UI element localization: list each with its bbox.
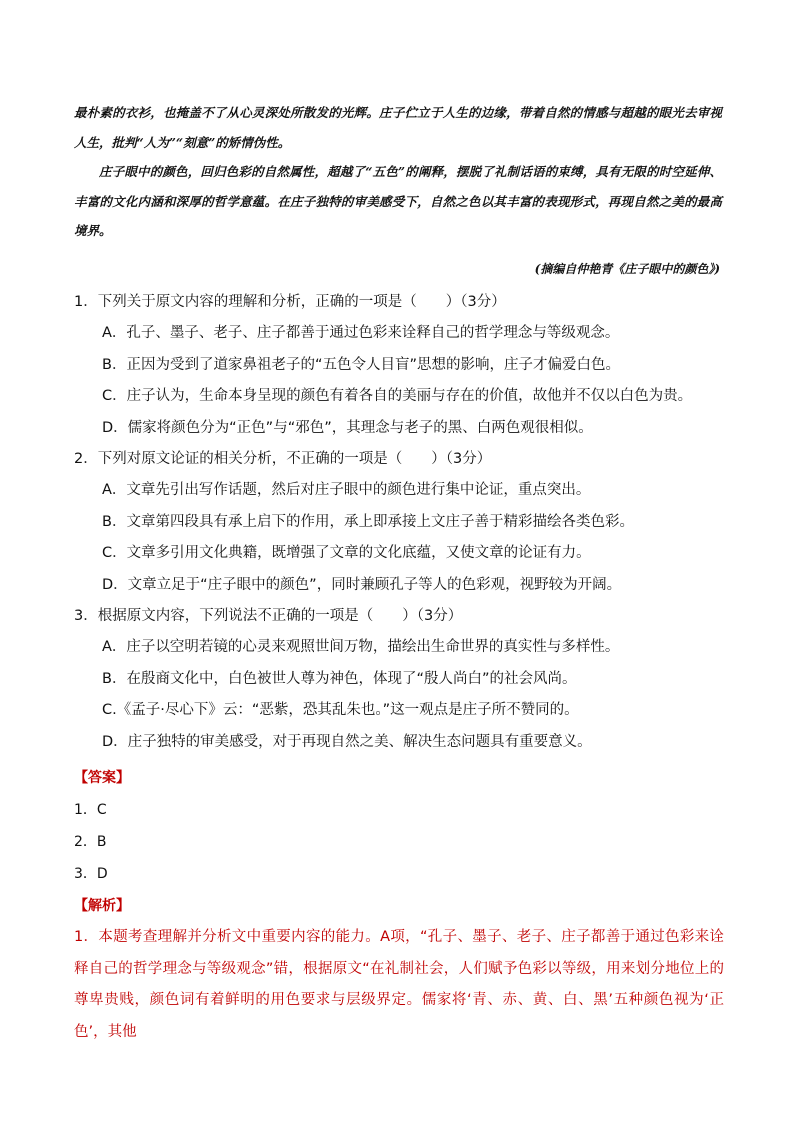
question-stem: 1．下列关于原文内容的理解和分析，正确的一项是（ ）（3分） <box>74 294 506 310</box>
question-list <box>74 287 734 758</box>
question-option: C．庄子认为，生命本身呈现的颜色有着各自的美丽与存在的价值，故他并不仅以白色为贵。 <box>102 388 693 405</box>
question-option: A．孔子、墨子、老子、庄子都善于通过色彩来诠释自己的哲学理念与等级观念。 <box>102 325 620 342</box>
article-source: (摘编自仲艳青《庄子眼中的颜色》) <box>534 262 720 276</box>
question-option: D．文章立足于“庄子眼中的颜色”，同时兼顾孔子等人的色彩观，视野较为开阔。 <box>102 576 622 593</box>
analysis-body <box>74 922 724 1048</box>
question-option: C．文章多引用文化典籍，既增强了文章的文化底蕴，又使文章的论证有力。 <box>102 545 591 562</box>
analysis-text: 1．本题考查理解并分析文中重要内容的能力。A项，“孔子、墨子、老子、庄子都善于通过色彩来诠释自己的哲学理念与等级观念”错，根据原文“在礼制社会，人们赋予色彩以等级，用来划分地位上的尊卑贵贱，颜色词有着鲜明的用色要求与层级界定。儒家将‘青、赤、黄、白、黑’五种颜色视为‘正色’，其他 <box>74 929 724 1040</box>
question-option: A．文章先引出写作话题，然后对庄子眼中的颜色进行集中论证，重点突出。 <box>102 482 591 499</box>
analysis-heading: 【解析】 <box>74 898 130 914</box>
answer-item: 2．B <box>74 834 107 850</box>
question-option: D．庄子独特的审美感受，对于再现自然之美、解决生态问题具有重要意义。 <box>102 733 592 750</box>
question-option: D．儒家将颜色分为“正色”与“邪色”，其理念与老子的黑、白两色观很相似。 <box>102 419 593 436</box>
question-stem: 2．下列对原文论证的相关分析，不正确的一项是（ ）（3分） <box>74 451 492 468</box>
answer-heading: 【答案】 <box>74 770 130 786</box>
question-3 <box>74 601 734 758</box>
question-2 <box>74 444 734 601</box>
question-option: A．庄子以空明若镜的心灵来观照世间万物，描绘出生命世界的真实性与多样性。 <box>102 639 620 656</box>
question-option: B．正因为受到了道家鼻祖老子的“五色令人目盲”思想的影响，庄子才偏爱白色。 <box>102 356 620 373</box>
answer-item: 1．C <box>74 802 107 818</box>
answer-list <box>74 794 108 890</box>
article-paragraph-2: 庄子眼中的颜色，回归色彩的自然属性，超越了“五色”的阐释，摆脱了礼制话语的束缚，具有无限的时空延伸、丰富的文化内涵和深厚的哲学意蕴。在庄子独特的审美感受下，自然之色以其丰富的表现形式，再现自然之美的最高境界。 <box>74 164 722 238</box>
question-1 <box>74 287 734 444</box>
question-option: C.《孟子·尽心下》云：“恶紫，恐其乱朱也。”这一观点是庄子所不赞同的。 <box>102 702 579 719</box>
question-stem: 3．根据原文内容，下列说法不正确的一项是（ ）（3分） <box>74 608 463 625</box>
article-excerpt <box>74 98 722 246</box>
article-paragraph-1: 最朴素的衣衫，也掩盖不了从心灵深处所散发的光辉。庄子伫立于人生的边缘，带着自然的情感与超越的眼光去审视人生，批判“人为”“刻意”的矫情伪性。 <box>74 105 722 150</box>
question-option: B．在殷商文化中，白色被世人尊为神色，体现了“殷人尚白”的社会风尚。 <box>102 670 577 687</box>
answer-item: 3．D <box>74 866 108 882</box>
question-option: B．文章第四段具有承上启下的作用，承上即承接上文庄子善于精彩描绘各类色彩。 <box>102 513 634 530</box>
